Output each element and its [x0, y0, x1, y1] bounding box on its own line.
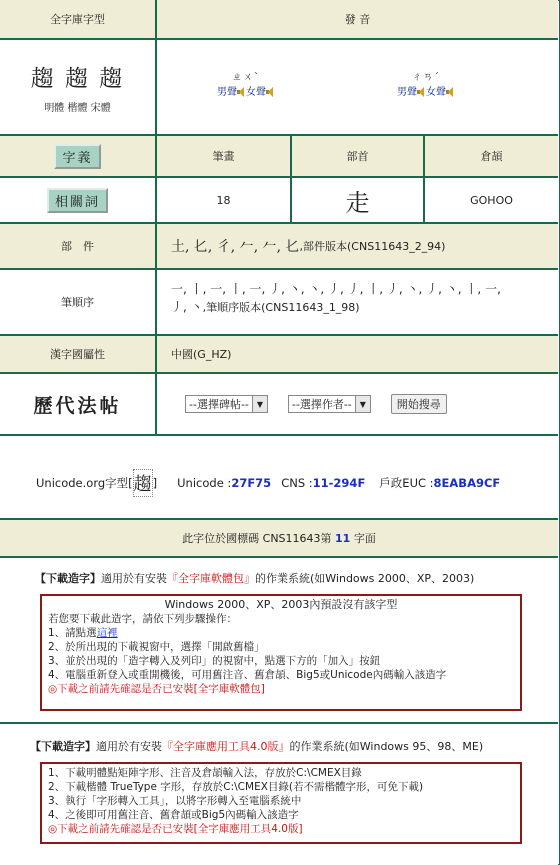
- euc-label: 戶政EUC :: [379, 476, 434, 490]
- cns-value: 11-294F: [312, 476, 366, 490]
- speaker-icon[interactable]: [266, 87, 275, 97]
- download-section-2: 【下載造字】適用於有安裝『全字庫應用工具4.0版』的作業系統(如Windows 95、98、ME) 1、下載明體點矩陣字形、注音及倉頡輸入法，存放於C:\CMEX目錄 2、下載楷體 TrueType 字形，存放於C:\CMEX目錄(若不需楷體字形，可免下載) 3、執行「字形轉入工具」，以將字形轉入至電腦系統中 4、之後即可用舊注音、舊倉頡或Big5內碼輸入該造字 ◎下載之前請先確認是否已安裝[全字庫應用工具4.0版]: [0, 724, 558, 865]
- font-package-link[interactable]: 『全字庫軟體包』: [167, 572, 255, 585]
- speaker-icon[interactable]: [417, 87, 426, 97]
- stroke-sequence-line1: 一, 丨, 一, 丨, 一, 丿, 丶, 丶, 丿, 丿, 丨, 丿, 丶, 丿, 丶, 丨, 一,: [171, 282, 501, 296]
- related-words-button[interactable]: 相關詞: [47, 188, 108, 213]
- strokes-value: 18: [216, 193, 231, 207]
- unicode-org-glyph[interactable]: 趨: [133, 469, 153, 497]
- strokes-header: 筆畫: [212, 150, 235, 163]
- glyph-cell: [0, 40, 157, 134]
- speaker-icon[interactable]: [237, 87, 246, 97]
- table-header-row: [0, 136, 558, 178]
- start-search-button[interactable]: 開始搜尋: [391, 394, 447, 414]
- components-version: ,部件版本(CNS11643_2_94): [299, 240, 446, 253]
- cangjie-header: 倉頡: [480, 150, 503, 163]
- zhuyin-2: ㄔㄢˊ: [412, 72, 440, 83]
- calligraphy-label: 歷代法帖: [0, 374, 157, 434]
- female-voice-link-2[interactable]: 女聲: [426, 87, 446, 98]
- glyph-font-names: 明體 楷體 宋體: [44, 103, 111, 114]
- table-values-row: [0, 178, 558, 224]
- cangjie-value: GOHOO: [470, 193, 513, 207]
- stroke-order-label: 筆順序: [0, 270, 157, 334]
- download2-title: 【下載造字】: [30, 740, 96, 753]
- calligraphy-row: [0, 374, 558, 436]
- female-voice-link-1[interactable]: 女聲: [246, 87, 266, 98]
- download-section-1: 【下載造字】適用於有安裝『全字庫軟體包』的作業系統(如Windows 2000、XP、2003) Windows 2000、XP、2003內預設沒有該字型 若您要下載此造字，請依下列步驟操作： 1、請點選這裡 2、於所出現的下載視窗中，選擇「開啟舊檔」 3、並於出現的「造字轉入及列印」的視窗中，點選下方的「加入」按鈕 4、電腦重新登入或重開機後，可用舊注音、舊倉頡、Big5或Unicode內碼輸入該造字 ◎下載之前請先確認是否已安裝[全字庫軟體包]: [0, 558, 558, 724]
- chevron-down-icon: ▼: [252, 396, 267, 412]
- stroke-order-row: [0, 270, 558, 336]
- radical-value: 走: [345, 188, 370, 217]
- download1-box-title: Windows 2000、XP、2003內預設沒有該字型: [164, 598, 398, 611]
- pron-1: [217, 68, 275, 98]
- male-voice-link-1[interactable]: 男聲: [217, 87, 237, 98]
- here-link[interactable]: 這裡: [96, 627, 118, 639]
- pron-2: [397, 68, 455, 98]
- header-row: [0, 0, 558, 40]
- author-select[interactable]: --選擇作者-- ▼: [288, 395, 371, 413]
- glyph-samples: 趨 趨 趨: [30, 66, 125, 92]
- components-row: [0, 224, 558, 270]
- location-prefix: 此字位於國標碼 CNS11643第: [182, 532, 332, 545]
- unicode-value: 27F75: [231, 476, 272, 490]
- download1-intro: 若您要下載此造字，請依下列步驟操作：: [48, 613, 237, 625]
- nationality-value: 中國(G_HZ): [171, 348, 232, 361]
- nationality-row: [0, 336, 558, 374]
- speaker-icon[interactable]: [446, 87, 455, 97]
- header-font-label: 全字庫字型: [0, 0, 157, 38]
- location-row: [0, 520, 558, 558]
- unicode-label: Unicode :: [177, 476, 232, 490]
- nationality-label: 漢字國屬性: [0, 336, 157, 372]
- male-voice-link-2[interactable]: 男聲: [397, 87, 417, 98]
- header-pronunciation-label: 發 音: [344, 13, 371, 26]
- location-suffix: 字面: [353, 532, 376, 545]
- radical-header: 部首: [346, 150, 369, 163]
- euc-value: 8EABA9CF: [433, 476, 501, 490]
- zhuyin-1: ㄓㄨˋ: [232, 72, 260, 83]
- plane-number: 11: [335, 531, 351, 545]
- download2-box: 1、下載明體點矩陣字形、注音及倉頡輸入法，存放於C:\CMEX目錄 2、下載楷體 TrueType 字形，存放於C:\CMEX目錄(若不需楷體字形，可免下載) 3、執行「字形轉入工具」，以將字形轉入至電腦系統中 4、之後即可用舊注音、舊倉頡或Big5內碼輸入該造字 ◎下載之前請先確認是否已安裝[全字庫應用工具4.0版]: [40, 762, 522, 844]
- chevron-down-icon: ▼: [355, 396, 370, 412]
- meaning-button[interactable]: 字義: [54, 144, 100, 169]
- stroke-sequence-line2: 丿, 丶: [171, 300, 203, 314]
- download1-warning: ◎下載之前請先確認是否已安裝[全字庫軟體包]: [48, 683, 265, 695]
- codes-row: Unicode.org字型[ 趨 ] Unicode : 27F75 CNS : 11-294F 戶政EUC : 8EABA9CF: [0, 436, 558, 520]
- download2-warning: ◎下載之前請先確認是否已安裝[全字庫應用工具4.0版]: [48, 823, 303, 835]
- component-glyphs: 土, 𠤎, 彳, 𠂉, 𠂉, 𠤎: [171, 239, 300, 255]
- download1-title: 【下載造字】: [35, 572, 101, 585]
- app-tool-link[interactable]: 『全字庫應用工具4.0版』: [162, 740, 290, 753]
- stele-select[interactable]: --選擇碑帖-- ▼: [185, 395, 268, 413]
- cns-label: CNS :: [281, 476, 313, 490]
- download1-box: Windows 2000、XP、2003內預設沒有該字型 若您要下載此造字，請依下列步驟操作： 1、請點選這裡 2、於所出現的下載視窗中，選擇「開啟舊檔」 3、並於出現的「造字轉入及列印」的視窗中，點選下方的「加入」按鈕 4、電腦重新登入或重開機後，可用舊注音、舊倉頡、Big5或Unicode內碼輸入該造字 ◎下載之前請先確認是否已安裝[全字庫軟體包]: [40, 594, 522, 711]
- pronunciation-cell: [157, 40, 558, 134]
- glyph-row: [0, 40, 558, 136]
- stroke-order-version: ,筆順序版本(CNS11643_1_98): [202, 301, 360, 314]
- unicode-org-label: Unicode.org字型[: [36, 476, 133, 490]
- components-label: 部 件: [0, 224, 157, 268]
